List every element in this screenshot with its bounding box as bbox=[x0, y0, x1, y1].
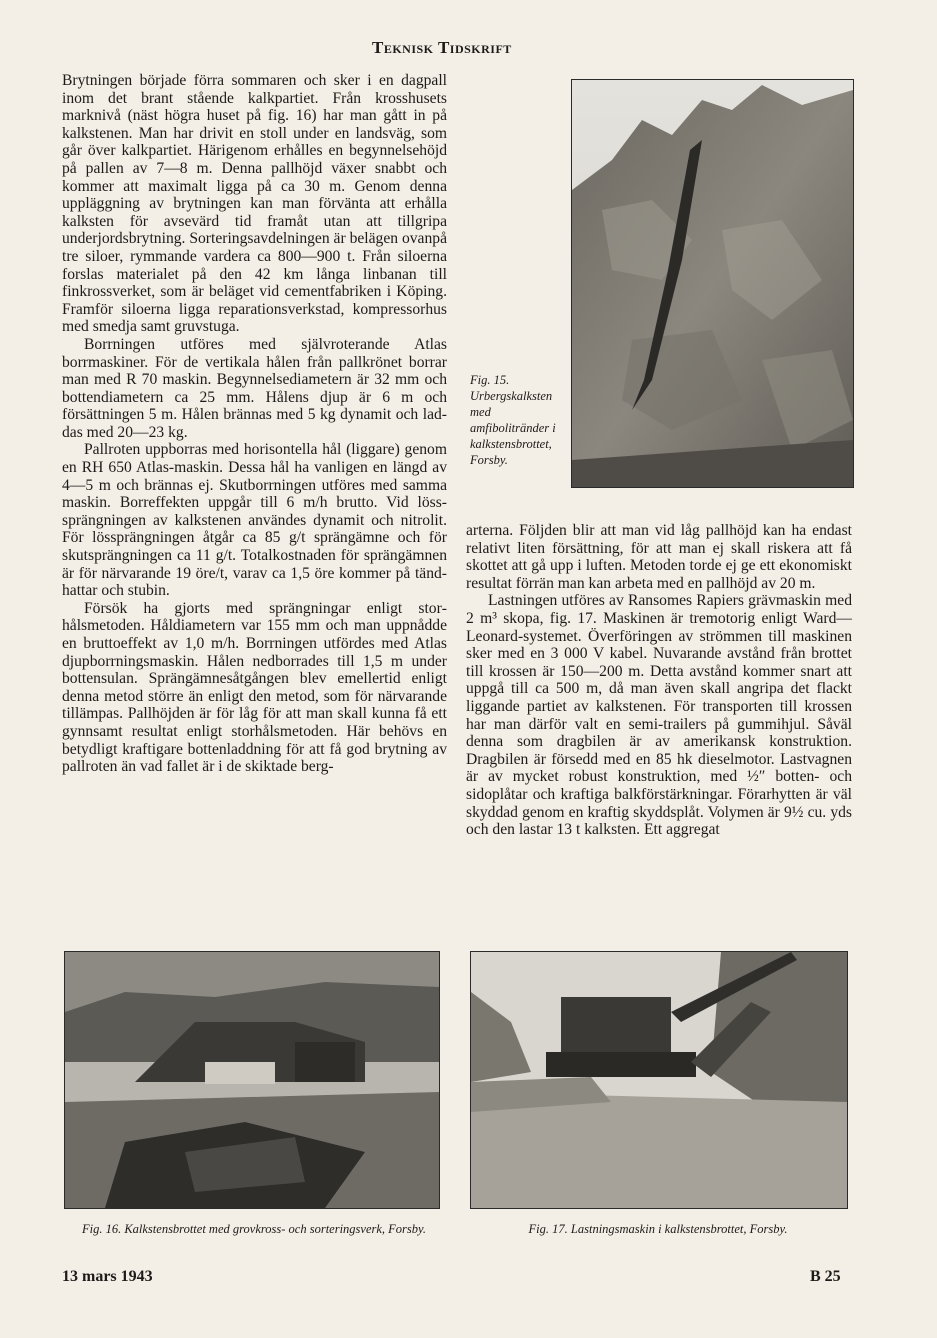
fig15-photo-limestone-rock-face bbox=[571, 79, 854, 488]
fig16-caption: Fig. 16. Kalkstensbrottet med grovkross- och sorteringsverk, Forsby. bbox=[81, 1222, 427, 1236]
paragraph: Brytningen började förra sommaren och sker i en dagpall inom det brant stående kalkpartiet. Från krosshusets marknivå (näst högra huset på fig. 16) har man gått in på kalkstenen. Man har drivit en stoll under en landsväg, som går över kalkpartiet. Härigenom erhålles en begynnelsehöjd på pallen av 7—8 m. Denna pallhöjd växer snabbt och kommer att maximalt ligga på ca 30 m. Genom denna uppläggning av brytningen kan man förvänta att erhålla kalksten för avsevärd tid framåt utan att tillgripa underjordsbrytning. Sorteringsavdelningen är belägen ovanpå tre siloer, rymmande vardera ca 800—900 t. Från siloerna forslas materialet på den 42 km långa linbanan till finkrossverket, som är beläget vid cementfabriken i Köping. Framför siloerna ligga reparationsverkstad, kompressorhus med smedja samt gruvstuga. bbox=[62, 72, 447, 336]
right-text-column bbox=[466, 522, 852, 839]
fig15-caption: Fig. 15. Urbergskalksten med amfibolitränder i kalkstensbrottet, Forsby. bbox=[470, 373, 556, 467]
paragraph: arterna. Följden blir att man vid låg pallhöjd kan ha endast relativt liten försättning, för att man ej skall riskera att få skottet att gå upp i luften. Metoden torde ej ge ett ekonomiskt resultat förrän man kan arbeta med en pallhöjd av 20 m. bbox=[466, 522, 852, 592]
paragraph: Borrningen utföres med självroterande Atlas borrmaskiner. För de vertikala hålen från pallkrönet borrar man med R 70 maskin. Begynnelsediametern är 32 mm och bottendiametern ca 25 mm. Hålens djup är 6 m och försättningen 5 m. Hålen brännas med 5 kg dynamit och laddas med 20—23 kg. bbox=[62, 335, 447, 441]
left-text-column bbox=[62, 72, 447, 776]
paragraph: Pallroten uppborras med horisontella hål (liggare) genom en RH 650 Atlas-maskin. Dessa hål ha vanligen en längd av 4—5 m och brännas ej. Skutborrningen utföres med samma maskin. Borreffekten uppgår till 6 m/h brutto. Vid lösssprängningen av kalkstenen användes dynamit och nitrolit. För lössprängningen åtgår ca 85 g/t sprängämne och för skutsprängningen ca 11 g/t. Totalkostnaden för sprängämnen är för närvarande 19 öre/t, varav ca 1,5 öre kommer på tändhattar och stubin. bbox=[62, 441, 447, 600]
issue-date: 13 mars 1943 bbox=[62, 1268, 153, 1285]
page-number: B 25 bbox=[810, 1268, 841, 1285]
fig16-photo-quarry-crusher bbox=[64, 951, 440, 1209]
fig17-photo-excavator bbox=[470, 951, 848, 1209]
fig17-caption: Fig. 17. Lastningsmaskin i kalkstensbrottet, Forsby. bbox=[528, 1222, 788, 1236]
paragraph: Lastningen utföres av Ransomes Rapiers grävmaskin med 2 m³ skopa, fig. 17. Maskinen är tremotorig enligt Ward—Leonard-systemet. Överföringen av strömmen till maskinen sker med en 3 000 V kabel. Nuvarande avstånd från brottet till krossen är 150—200 m. Detta avstånd kommer snart att uppgå till ca 500 m, då man även skall angripa det flackt liggande partiet av kalkstenen. För transporten till krossen har man därför valt en semi-trailers på gummihjul. Såväl denna som dragbilen är av amerikansk konstruktion. Dragbilen är försedd med en 85 hk dieselmotor. Lastvagnen är av mycket robust konstruktion, med ½″ botten- och sidoplåtar och kraftiga balkförstärkningar. Förarhytten är väl skyddad genom en kraftig skyddsplåt. Volymen är 9½ cu. yds och den lastar 13 t kalksten. Ett aggregat bbox=[466, 592, 852, 839]
paragraph: Försök ha gjorts med sprängningar enligt storhålsmetoden. Håldiametern var 155 mm och man uppnådde en bruttoeffekt av 1,0 m/h. Borrningen utfördes med Atlas djupborrningsmaskin. Hålen nedborrades till 1,5 m under bottensulan. Sprängämnesåtgången blev emellertid enligt denna metod större än enligt den metod, som för närvarande tillämpas. Pallhöjden är för låg för att man skall kunna få ett gynnsamt resultat enligt storhålsmetoden. Här behövs en betydligt kraftigare bottenladdning för att få god brytning av pallroten än vad fallet är i de skiktade berg- bbox=[62, 599, 447, 776]
journal-masthead: Teknisk Tidskrift bbox=[372, 38, 512, 57]
